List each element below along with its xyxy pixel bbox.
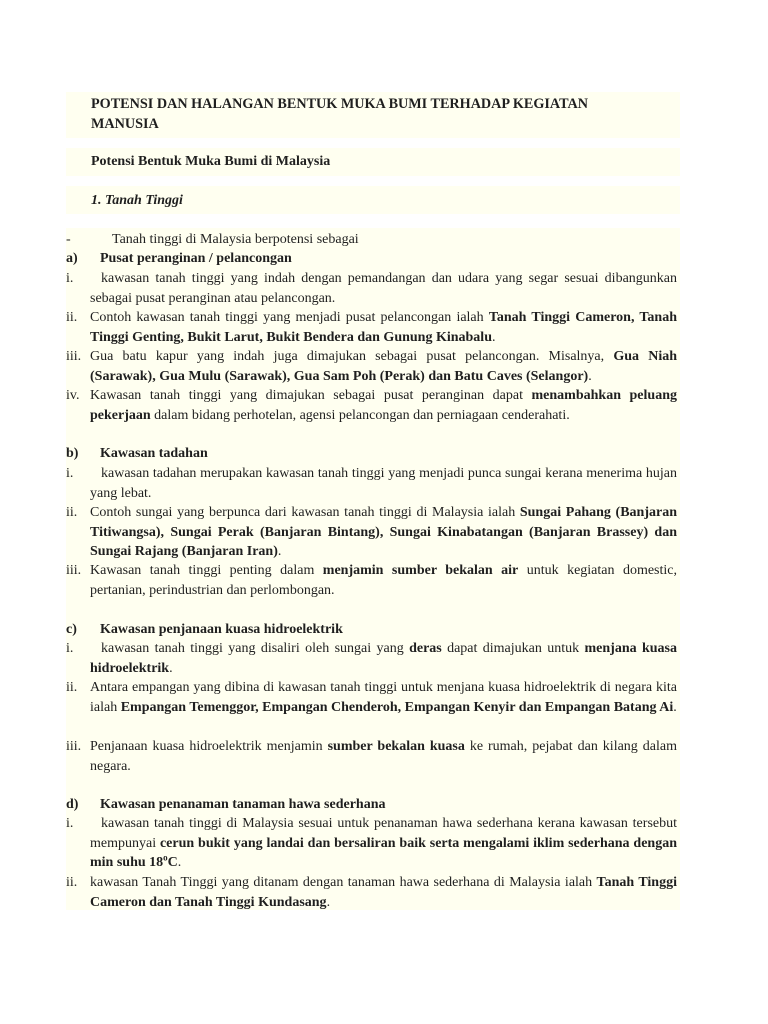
list-item: [66, 269, 677, 308]
text-run: .: [673, 699, 677, 715]
list-item-text: [90, 639, 677, 678]
text-run: untuk kegiatan domestic, pertanian, perindustrian dan perlombongan.: [90, 563, 677, 598]
section-title-b: b) Kawasan tadahan: [66, 446, 208, 461]
bold-text: sumber bekalan kuasa: [327, 739, 465, 754]
subheading: 1. Tanah Tinggi: [91, 193, 183, 208]
bold-text: o: [163, 852, 168, 863]
section-title-a: a) Pusat peranginan / pelancongan: [66, 251, 292, 266]
bold-text: Tanah Tinggi Cameron, Tanah Tinggi Genting, Bukit Larut, Bukit Bendera dan Gunung Kinabalu: [90, 310, 677, 345]
text-run: ke rumah, pejabat dan kilang dalam negara.: [90, 739, 677, 774]
list-item-text: [90, 464, 677, 503]
text-run: Antara empangan yang dibina di kawasan tanah tinggi untuk menjana kuasa hidroelektrik di negara kita ialah: [90, 680, 677, 715]
list-marker: iii.: [66, 563, 82, 578]
intro-text: Tanah tinggi di Malaysia berpotensi sebagai: [112, 232, 359, 247]
text-run: Contoh sungai yang berpunca dari kawasan tanah tinggi di Malaysia ialah: [90, 505, 520, 520]
list-marker: ii.: [66, 875, 78, 890]
text-run: .: [326, 894, 331, 910]
list-marker: ii.: [66, 680, 78, 695]
list-item: [66, 464, 677, 503]
document-title: POTENSI DAN HALANGAN BENTUK MUKA BUMI TERHADAP KEGIATAN MANUSIA: [91, 96, 589, 132]
bold-text: Gua Niah (Sarawak), Gua Mulu (Sarawak), Gua Sam Poh (Perak) dan Batu Caves (Selangor): [90, 349, 677, 384]
list-marker: i.: [66, 466, 74, 481]
list-item-text: [90, 737, 677, 776]
bold-text: menjamin sumber bekalan air: [322, 563, 519, 578]
text-run: kawasan tadahan merupakan kawasan tanah tinggi yang menjadi punca sungai kerana menerima hujan yang lebat.: [90, 466, 677, 501]
intro-line: [66, 230, 677, 250]
list-item: [66, 873, 677, 912]
text-run: Kawasan tanah tinggi penting dalam: [90, 563, 323, 578]
text-run: kawasan tanah tinggi yang disaliri oleh sungai yang: [101, 641, 410, 656]
text-run: .: [492, 329, 496, 345]
text-run: .: [177, 855, 182, 870]
text-run: kawasan Tanah Tinggi yang ditanam dengan tanaman hawa sederhana di Malaysia ialah: [90, 875, 597, 890]
bold-text: menjana kuasa hidroelektrik: [90, 641, 677, 676]
text-run: dalam bidang perhotelan, agensi pelancongan dan perniagaan cenderahati.: [150, 407, 570, 423]
list-item-text: [90, 561, 677, 600]
text-run: .: [277, 544, 282, 559]
bold-text: cerun bukit yang landai dan bersaliran baik serta mengalami iklim sederhana dengan min suhu 18: [90, 835, 677, 870]
list-item-text: [90, 503, 677, 562]
list-item-text: [90, 269, 677, 308]
text-run: Contoh kawasan tanah tinggi yang menjadi pusat pelancongan ialah: [90, 310, 489, 325]
list-item: [66, 561, 677, 600]
list-marker: i.: [66, 271, 74, 286]
list-item-text: [90, 386, 677, 425]
bold-text: deras: [409, 641, 442, 656]
text-run: dapat dimajukan untuk: [441, 641, 585, 656]
list-marker: iii.: [66, 739, 82, 754]
text-run: kawasan tanah tinggi yang indah dengan pemandangan dan udara yang segar sesuai dibangunkan sebagai pusat peranginan atau pelancongan.: [90, 271, 677, 306]
bold-text: C: [167, 855, 178, 870]
bold-text: Sungai Pahang (Banjaran Titiwangsa), Sungai Perak (Banjaran Bintang), Sungai Kinabatangan (Banjaran Brassey) dan Sungai Rajang (Banjaran Iran): [90, 505, 677, 559]
list-item: [66, 347, 677, 386]
list-item-text: [90, 814, 677, 873]
list-marker: ii.: [66, 505, 78, 520]
section-heading: Potensi Bentuk Muka Bumi di Malaysia: [91, 154, 331, 169]
text-run: kawasan tanah tinggi di Malaysia sesuai untuk penanaman hawa sederhana kerana kawasan tersebut mempunyai: [90, 816, 677, 851]
bold-text: Empangan Temenggor, Empangan Chenderoh, Empangan Kenyir dan Empangan Batang Ai: [120, 699, 674, 715]
list-item-text: [90, 308, 677, 347]
dash-marker: -: [66, 232, 71, 247]
list-item: [66, 503, 677, 562]
list-marker: iii.: [66, 349, 82, 364]
list-item-text: [90, 873, 677, 912]
list-item: [66, 737, 677, 776]
text-run: Gua batu kapur yang indah juga dimajukan sebagai pusat pelancongan. Misalnya,: [90, 349, 614, 364]
list-marker: i.: [66, 641, 74, 656]
list-item: [66, 639, 677, 678]
section-title-c: c) Kawasan penjanaan kuasa hidroelektrik: [66, 622, 343, 637]
section-title-d: d) Kawasan penanaman tanaman hawa sederhana: [66, 797, 386, 812]
list-marker: iv.: [66, 388, 80, 403]
list-item-text: [90, 678, 677, 717]
text-run: .: [588, 368, 592, 384]
bold-text: menambahkan peluang pekerjaan: [90, 388, 677, 423]
list-item: [66, 814, 677, 873]
text-run: Penjanaan kuasa hidroelektrik menjamin: [90, 739, 328, 754]
list-item-text: [90, 347, 677, 386]
list-marker: ii.: [66, 310, 78, 325]
list-marker: i.: [66, 816, 74, 831]
list-item: [66, 386, 677, 425]
bold-text: Tanah Tinggi Cameron dan Tanah Tinggi Kundasang: [90, 875, 677, 910]
text-run: .: [169, 660, 173, 676]
text-run: Kawasan tanah tinggi yang dimajukan sebagai pusat peranginan dapat: [90, 388, 532, 403]
list-item: [66, 678, 677, 717]
list-item: [66, 308, 677, 347]
